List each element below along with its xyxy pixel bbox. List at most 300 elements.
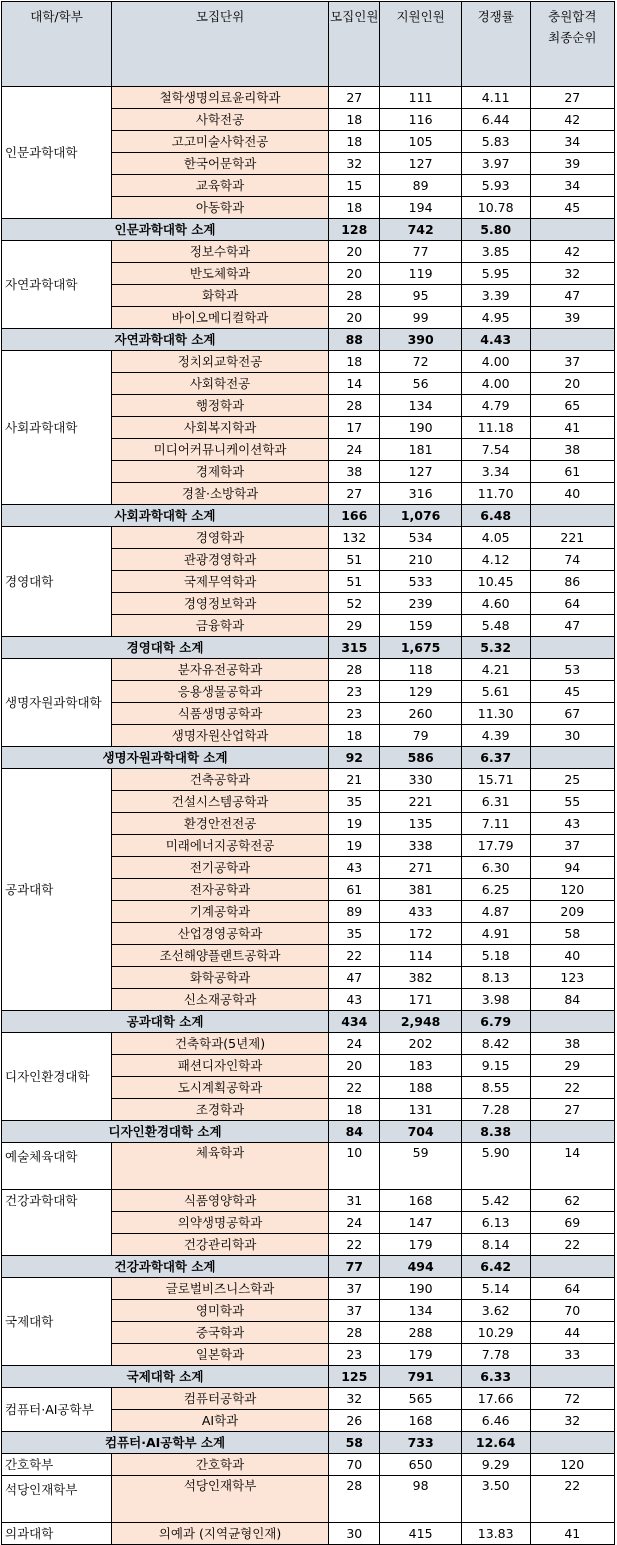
- subtotal-ratio: 6.42: [461, 1256, 530, 1278]
- rank-value: 69: [530, 1212, 614, 1234]
- rank-value: 38: [530, 439, 614, 461]
- quota-value: 37: [329, 1278, 380, 1300]
- quota-value: 27: [329, 483, 380, 505]
- ratio-value: 10.78: [461, 197, 530, 219]
- subtotal-quota: 125: [329, 1366, 380, 1388]
- applicants-value: 171: [380, 989, 461, 1011]
- subtotal-label: 국제대학 소계: [2, 1366, 329, 1388]
- ratio-value: 3.50: [461, 1476, 530, 1523]
- ratio-value: 4.60: [461, 593, 530, 615]
- applicants-value: 127: [380, 461, 461, 483]
- quota-value: 19: [329, 835, 380, 857]
- applicants-value: 565: [380, 1388, 461, 1410]
- quota-value: 20: [329, 1055, 380, 1077]
- applicants-value: 338: [380, 835, 461, 857]
- ratio-value: 4.39: [461, 725, 530, 747]
- ratio-value: 4.12: [461, 549, 530, 571]
- table-row: [2, 1523, 615, 1545]
- quota-value: 24: [329, 1033, 380, 1055]
- college-name: 예술체육대학: [2, 1143, 112, 1190]
- ratio-value: 8.13: [461, 967, 530, 989]
- rank-value: 41: [530, 417, 614, 439]
- ratio-value: 5.48: [461, 615, 530, 637]
- ratio-value: 6.30: [461, 857, 530, 879]
- rank-value: 72: [530, 1388, 614, 1410]
- applicants-value: 168: [380, 1190, 461, 1212]
- rank-value: 14: [530, 1143, 614, 1190]
- dept-name: 체육학과: [112, 1143, 329, 1190]
- subtotal-rank: [530, 1121, 614, 1143]
- rank-value: 27: [530, 1099, 614, 1121]
- dept-name: 글로벌비즈니스학과: [112, 1278, 329, 1300]
- subtotal-label: 컴퓨터·AI공학부 소계: [2, 1432, 329, 1454]
- rank-value: 64: [530, 593, 614, 615]
- dept-name: 아동학과: [112, 197, 329, 219]
- ratio-value: 3.39: [461, 285, 530, 307]
- ratio-value: 10.29: [461, 1322, 530, 1344]
- rank-value: 120: [530, 1454, 614, 1476]
- applicants-value: 98: [380, 1476, 461, 1523]
- rank-value: 61: [530, 461, 614, 483]
- dept-name: 경찰·소방학과: [112, 483, 329, 505]
- subtotal-applicants: 1,076: [380, 505, 461, 527]
- applicants-value: 89: [380, 175, 461, 197]
- applicants-value: 77: [380, 241, 461, 263]
- dept-name: 조경학과: [112, 1099, 329, 1121]
- dept-name: 국제무역학과: [112, 571, 329, 593]
- dept-name: 경제학과: [112, 461, 329, 483]
- applicants-value: 179: [380, 1344, 461, 1366]
- ratio-value: 17.66: [461, 1388, 530, 1410]
- dept-name: 식품영양학과: [112, 1190, 329, 1212]
- applicants-value: 116: [380, 109, 461, 131]
- ratio-value: 8.42: [461, 1033, 530, 1055]
- rank-value: 22: [530, 1077, 614, 1099]
- applicants-value: 190: [380, 417, 461, 439]
- ratio-value: 9.15: [461, 1055, 530, 1077]
- applicants-value: 134: [380, 395, 461, 417]
- applicants-value: 147: [380, 1212, 461, 1234]
- subtotal-applicants: 704: [380, 1121, 461, 1143]
- applicants-value: 271: [380, 857, 461, 879]
- quota-value: 24: [329, 439, 380, 461]
- dept-name: 기계공학과: [112, 901, 329, 923]
- dept-name: 조선해양플랜트공학과: [112, 945, 329, 967]
- rank-value: 221: [530, 527, 614, 549]
- subtotal-label: 인문과학대학 소계: [2, 219, 329, 241]
- rank-value: 67: [530, 703, 614, 725]
- table-row: [2, 241, 615, 263]
- applicants-value: 183: [380, 1055, 461, 1077]
- quota-value: 43: [329, 857, 380, 879]
- ratio-value: 7.28: [461, 1099, 530, 1121]
- dept-name: 한국어문학과: [112, 153, 329, 175]
- subtotal-applicants: 791: [380, 1366, 461, 1388]
- ratio-value: 6.46: [461, 1410, 530, 1432]
- applicants-value: 534: [380, 527, 461, 549]
- ratio-value: 11.30: [461, 703, 530, 725]
- quota-value: 28: [329, 1476, 380, 1523]
- rank-value: 53: [530, 659, 614, 681]
- dept-name: 반도체학과: [112, 263, 329, 285]
- quota-value: 18: [329, 351, 380, 373]
- subtotal-rank: [530, 219, 614, 241]
- applicants-value: 135: [380, 813, 461, 835]
- quota-value: 32: [329, 153, 380, 175]
- applicants-value: 202: [380, 1033, 461, 1055]
- rank-value: 55: [530, 791, 614, 813]
- dept-name: 미래에너지공학전공: [112, 835, 329, 857]
- dept-name: 환경안전전공: [112, 813, 329, 835]
- quota-value: 20: [329, 263, 380, 285]
- subtotal-rank: [530, 329, 614, 351]
- college-name: 컴퓨터·AI공학부: [2, 1388, 112, 1432]
- ratio-value: 11.18: [461, 417, 530, 439]
- ratio-value: 3.97: [461, 153, 530, 175]
- table-row: [2, 659, 615, 681]
- quota-value: 51: [329, 549, 380, 571]
- quota-value: 19: [329, 813, 380, 835]
- college-name: 사회과학대학: [2, 351, 112, 505]
- quota-value: 29: [329, 615, 380, 637]
- ratio-value: 7.78: [461, 1344, 530, 1366]
- rank-value: 34: [530, 131, 614, 153]
- dept-name: 중국학과: [112, 1322, 329, 1344]
- subtotal-row: [2, 505, 615, 527]
- col-rank: 충원합격 최종순위: [530, 2, 614, 87]
- table-row: [2, 769, 615, 791]
- applicants-value: 188: [380, 1077, 461, 1099]
- subtotal-quota: 92: [329, 747, 380, 769]
- college-name: 디자인환경대학: [2, 1033, 112, 1121]
- dept-name: 건강관리학과: [112, 1234, 329, 1256]
- dept-name: 행정학과: [112, 395, 329, 417]
- rank-value: 123: [530, 967, 614, 989]
- ratio-value: 4.00: [461, 373, 530, 395]
- dept-name: 석당인재학부: [112, 1476, 329, 1523]
- quota-value: 23: [329, 681, 380, 703]
- dept-name: 건축학과(5년제): [112, 1033, 329, 1055]
- ratio-value: 4.21: [461, 659, 530, 681]
- dept-name: 경영학과: [112, 527, 329, 549]
- applicants-value: 181: [380, 439, 461, 461]
- ratio-value: 3.85: [461, 241, 530, 263]
- rank-value: 32: [530, 1410, 614, 1432]
- ratio-value: 5.90: [461, 1143, 530, 1190]
- dept-name: 산업경영공학과: [112, 923, 329, 945]
- quota-value: 24: [329, 1212, 380, 1234]
- quota-value: 132: [329, 527, 380, 549]
- ratio-value: 9.29: [461, 1454, 530, 1476]
- rank-value: 37: [530, 351, 614, 373]
- applicants-value: 381: [380, 879, 461, 901]
- dept-name: 건설시스템공학과: [112, 791, 329, 813]
- applicants-value: 129: [380, 681, 461, 703]
- college-name: 생명자원과학대학: [2, 659, 112, 747]
- rank-value: 47: [530, 615, 614, 637]
- ratio-value: 11.70: [461, 483, 530, 505]
- dept-name: 영미학과: [112, 1300, 329, 1322]
- ratio-value: 8.55: [461, 1077, 530, 1099]
- subtotal-rank: [530, 747, 614, 769]
- applicants-value: 260: [380, 703, 461, 725]
- ratio-value: 5.61: [461, 681, 530, 703]
- dept-name: 신소재공학과: [112, 989, 329, 1011]
- college-name: 국제대학: [2, 1278, 112, 1366]
- dept-name: 관광경영학과: [112, 549, 329, 571]
- subtotal-applicants: 742: [380, 219, 461, 241]
- header-row: [2, 2, 615, 87]
- college-name: 경영대학: [2, 527, 112, 637]
- dept-name: 고고미술사학전공: [112, 131, 329, 153]
- dept-name: 화학공학과: [112, 967, 329, 989]
- quota-value: 20: [329, 241, 380, 263]
- table-row: [2, 1476, 615, 1523]
- subtotal-label: 건강과학대학 소계: [2, 1256, 329, 1278]
- subtotal-quota: 315: [329, 637, 380, 659]
- subtotal-ratio: 5.80: [461, 219, 530, 241]
- dept-name: 경영정보학과: [112, 593, 329, 615]
- rank-value: 209: [530, 901, 614, 923]
- subtotal-row: [2, 747, 615, 769]
- rank-value: 120: [530, 879, 614, 901]
- subtotal-label: 자연과학대학 소계: [2, 329, 329, 351]
- applicants-value: 330: [380, 769, 461, 791]
- rank-value: 29: [530, 1055, 614, 1077]
- subtotal-ratio: 6.33: [461, 1366, 530, 1388]
- quota-value: 26: [329, 1410, 380, 1432]
- dept-name: 철학생명의료윤리학과: [112, 87, 329, 109]
- quota-value: 47: [329, 967, 380, 989]
- ratio-value: 5.42: [461, 1190, 530, 1212]
- subtotal-row: [2, 1432, 615, 1454]
- applicants-value: 172: [380, 923, 461, 945]
- applicants-value: 650: [380, 1454, 461, 1476]
- dept-name: 사회학전공: [112, 373, 329, 395]
- ratio-value: 4.95: [461, 307, 530, 329]
- subtotal-ratio: 6.48: [461, 505, 530, 527]
- applicants-value: 105: [380, 131, 461, 153]
- quota-value: 22: [329, 945, 380, 967]
- applicants-value: 533: [380, 571, 461, 593]
- subtotal-label: 경영대학 소계: [2, 637, 329, 659]
- dept-name: 도시계획공학과: [112, 1077, 329, 1099]
- rank-value: 84: [530, 989, 614, 1011]
- subtotal-rank: [530, 1366, 614, 1388]
- quota-value: 22: [329, 1077, 380, 1099]
- ratio-value: 6.13: [461, 1212, 530, 1234]
- quota-value: 18: [329, 109, 380, 131]
- college-name: 석당인재학부: [2, 1476, 112, 1523]
- subtotal-row: [2, 219, 615, 241]
- table-row: [2, 1033, 615, 1055]
- subtotal-rank: [530, 505, 614, 527]
- subtotal-label: 사회과학대학 소계: [2, 505, 329, 527]
- quota-value: 18: [329, 725, 380, 747]
- applicants-value: 95: [380, 285, 461, 307]
- subtotal-quota: 128: [329, 219, 380, 241]
- quota-value: 31: [329, 1190, 380, 1212]
- subtotal-applicants: 733: [380, 1432, 461, 1454]
- rank-value: 33: [530, 1344, 614, 1366]
- table-row: [2, 527, 615, 549]
- ratio-value: 10.45: [461, 571, 530, 593]
- subtotal-row: [2, 1366, 615, 1388]
- table-row: [2, 1388, 615, 1410]
- table-row: [2, 1190, 615, 1212]
- rank-value: 41: [530, 1523, 614, 1545]
- dept-name: 건축공학과: [112, 769, 329, 791]
- subtotal-ratio: 4.43: [461, 329, 530, 351]
- quota-value: 32: [329, 1388, 380, 1410]
- rank-value: 86: [530, 571, 614, 593]
- applicants-value: 210: [380, 549, 461, 571]
- subtotal-row: [2, 329, 615, 351]
- rank-value: 65: [530, 395, 614, 417]
- rank-value: 94: [530, 857, 614, 879]
- admission-results-table: [1, 1, 615, 1545]
- ratio-value: 3.34: [461, 461, 530, 483]
- applicants-value: 221: [380, 791, 461, 813]
- college-name: 자연과학대학: [2, 241, 112, 329]
- rank-value: 37: [530, 835, 614, 857]
- dept-name: 정치외교학전공: [112, 351, 329, 373]
- dept-name: 사학전공: [112, 109, 329, 131]
- dept-name: 생명자원산업학과: [112, 725, 329, 747]
- quota-value: 20: [329, 307, 380, 329]
- quota-value: 89: [329, 901, 380, 923]
- subtotal-row: [2, 1121, 615, 1143]
- dept-name: AI학과: [112, 1410, 329, 1432]
- quota-value: 14: [329, 373, 380, 395]
- subtotal-quota: 58: [329, 1432, 380, 1454]
- dept-name: 교육학과: [112, 175, 329, 197]
- subtotal-row: [2, 1011, 615, 1033]
- subtotal-rank: [530, 1011, 614, 1033]
- quota-value: 28: [329, 285, 380, 307]
- applicants-value: 131: [380, 1099, 461, 1121]
- rank-value: 32: [530, 263, 614, 285]
- applicants-value: 190: [380, 1278, 461, 1300]
- quota-value: 23: [329, 1344, 380, 1366]
- quota-value: 17: [329, 417, 380, 439]
- applicants-value: 288: [380, 1322, 461, 1344]
- applicants-value: 194: [380, 197, 461, 219]
- dept-name: 사회복지학과: [112, 417, 329, 439]
- col-ratio: 경쟁률: [461, 2, 530, 87]
- rank-value: 70: [530, 1300, 614, 1322]
- subtotal-applicants: 2,948: [380, 1011, 461, 1033]
- dept-name: 분자유전공학과: [112, 659, 329, 681]
- ratio-value: 7.54: [461, 439, 530, 461]
- applicants-value: 111: [380, 87, 461, 109]
- ratio-value: 4.87: [461, 901, 530, 923]
- subtotal-ratio: 12.64: [461, 1432, 530, 1454]
- rank-value: 22: [530, 1476, 614, 1523]
- ratio-value: 3.62: [461, 1300, 530, 1322]
- quota-value: 22: [329, 1234, 380, 1256]
- subtotal-row: [2, 1256, 615, 1278]
- col-college: 대학/학부: [2, 2, 112, 87]
- applicants-value: 159: [380, 615, 461, 637]
- rank-value: 40: [530, 945, 614, 967]
- ratio-value: 4.05: [461, 527, 530, 549]
- subtotal-applicants: 390: [380, 329, 461, 351]
- rank-value: 39: [530, 153, 614, 175]
- quota-value: 28: [329, 1322, 380, 1344]
- subtotal-applicants: 494: [380, 1256, 461, 1278]
- subtotal-quota: 84: [329, 1121, 380, 1143]
- ratio-value: 3.98: [461, 989, 530, 1011]
- rank-value: 42: [530, 241, 614, 263]
- college-name: 공과대학: [2, 769, 112, 1011]
- subtotal-ratio: 6.79: [461, 1011, 530, 1033]
- ratio-value: 7.11: [461, 813, 530, 835]
- dept-name: 바이오메디컬학과: [112, 307, 329, 329]
- quota-value: 35: [329, 923, 380, 945]
- ratio-value: 4.11: [461, 87, 530, 109]
- subtotal-quota: 166: [329, 505, 380, 527]
- ratio-value: 13.83: [461, 1523, 530, 1545]
- dept-name: 일본학과: [112, 1344, 329, 1366]
- applicants-value: 316: [380, 483, 461, 505]
- rank-value: 38: [530, 1033, 614, 1055]
- quota-value: 51: [329, 571, 380, 593]
- ratio-value: 4.91: [461, 923, 530, 945]
- dept-name: 화학과: [112, 285, 329, 307]
- quota-value: 23: [329, 703, 380, 725]
- col-unit: 모집단위: [112, 2, 329, 87]
- applicants-value: 79: [380, 725, 461, 747]
- rank-value: 34: [530, 175, 614, 197]
- rank-value: 27: [530, 87, 614, 109]
- rank-value: 45: [530, 681, 614, 703]
- col-quota: 모집인원: [329, 2, 380, 87]
- dept-name: 식품생명공학과: [112, 703, 329, 725]
- rank-value: 47: [530, 285, 614, 307]
- applicants-value: 56: [380, 373, 461, 395]
- ratio-value: 15.71: [461, 769, 530, 791]
- subtotal-quota: 88: [329, 329, 380, 351]
- dept-name: 정보수학과: [112, 241, 329, 263]
- dept-name: 간호학과: [112, 1454, 329, 1476]
- quota-value: 38: [329, 461, 380, 483]
- ratio-value: 17.79: [461, 835, 530, 857]
- dept-name: 의예과 (지역균형인재): [112, 1523, 329, 1545]
- applicants-value: 72: [380, 351, 461, 373]
- quota-value: 37: [329, 1300, 380, 1322]
- dept-name: 금융학과: [112, 615, 329, 637]
- quota-value: 35: [329, 791, 380, 813]
- rank-value: 20: [530, 373, 614, 395]
- ratio-value: 5.18: [461, 945, 530, 967]
- rank-value: 39: [530, 307, 614, 329]
- ratio-value: 6.31: [461, 791, 530, 813]
- applicants-value: 119: [380, 263, 461, 285]
- subtotal-label: 디자인환경대학 소계: [2, 1121, 329, 1143]
- rank-value: 25: [530, 769, 614, 791]
- rank-value: 58: [530, 923, 614, 945]
- college-name: 건강과학대학: [2, 1190, 112, 1256]
- college-name: 인문과학대학: [2, 87, 112, 219]
- subtotal-ratio: 6.37: [461, 747, 530, 769]
- table-row: [2, 1278, 615, 1300]
- ratio-value: 5.95: [461, 263, 530, 285]
- dept-name: 응용생물공학과: [112, 681, 329, 703]
- subtotal-label: 공과대학 소계: [2, 1011, 329, 1033]
- dept-name: 전기공학과: [112, 857, 329, 879]
- table-row: [2, 87, 615, 109]
